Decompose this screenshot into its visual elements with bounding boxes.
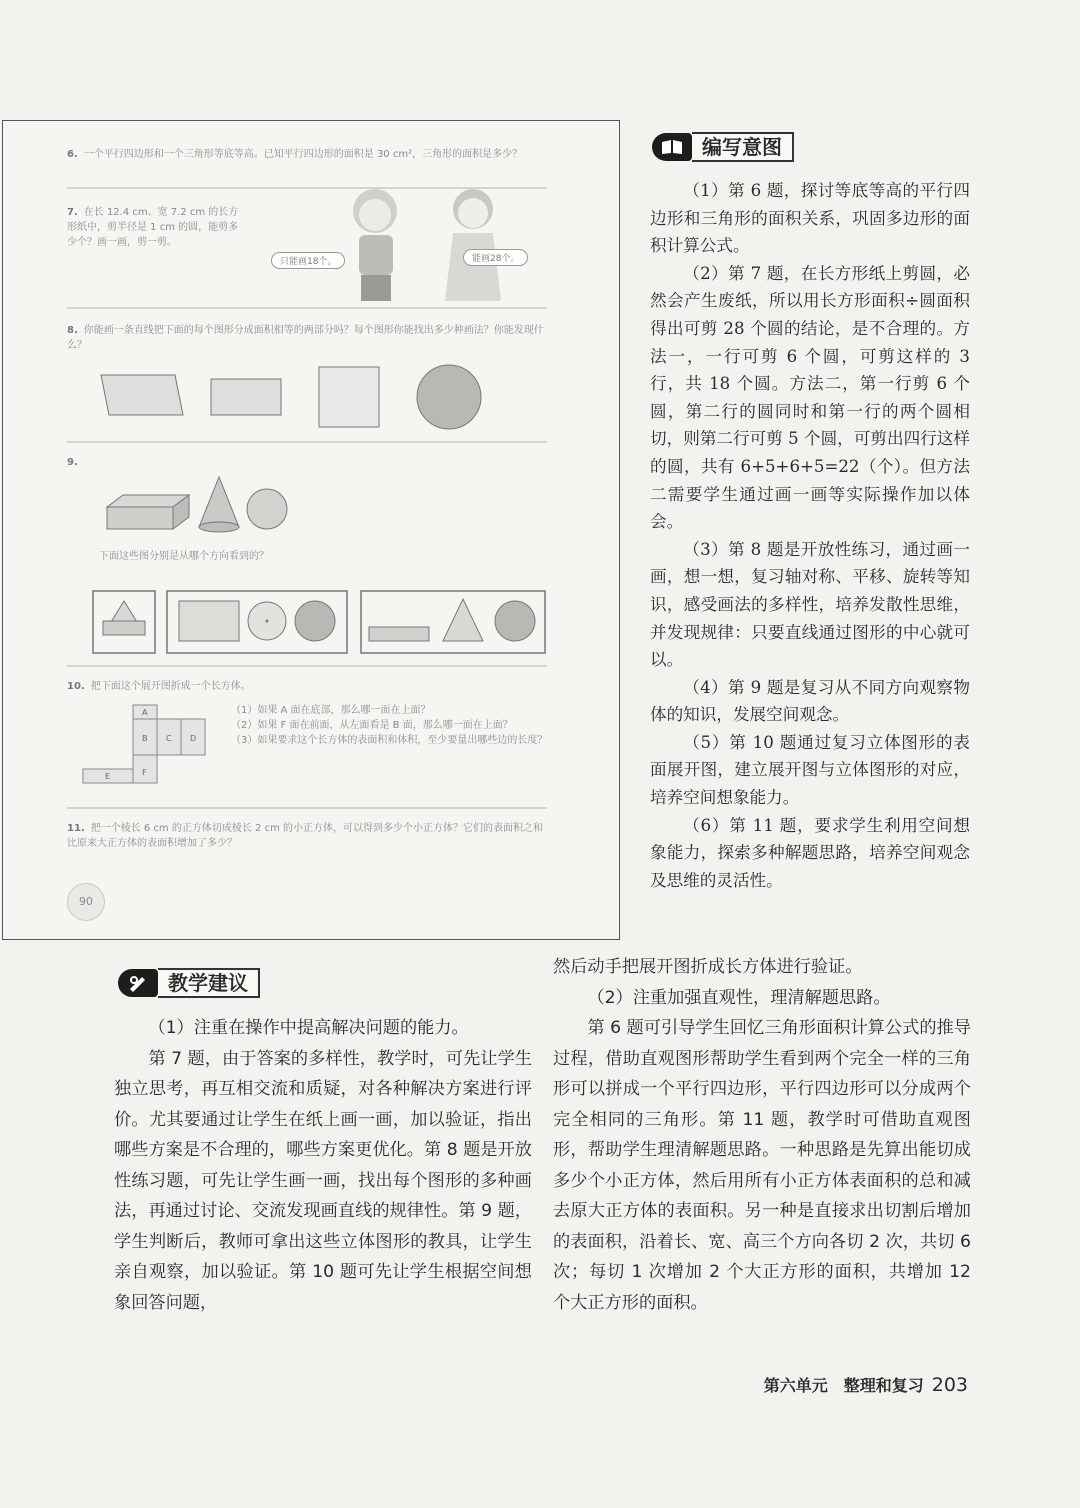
advice-continuation: 然后动手把展开图折成长方体进行验证。 xyxy=(553,957,863,977)
textbook-page-image xyxy=(2,120,620,940)
svg-text:D: D xyxy=(190,734,197,743)
question-10-subs: （1）如果 A 面在底部，那么哪一面在上面？ （2）如果 F 面在前面，从左面看是 B 面，那么哪一面在上面？ （3）如果要求这个长方体的表面积和体积，至少要量出哪些边的长度？ xyxy=(231,705,548,746)
two-girls-illustration xyxy=(333,181,553,311)
advice-title: 教学建议 xyxy=(158,968,260,998)
question-9-number: 9. xyxy=(67,457,78,468)
intent-paragraph: （4）第 9 题是复习从不同方向观察物体的知识，发展空间观念。 xyxy=(650,677,970,725)
intent-paragraph: （6）第 11 题，要求学生利用空间想象能力，探索多种解题思路，培养空间观念及思维的灵活性。 xyxy=(650,815,970,890)
chapter-label: 第六单元 整理和复习 xyxy=(763,1376,924,1395)
divider xyxy=(67,665,547,667)
svg-text:A: A xyxy=(142,708,148,717)
question-6: 6. 一个平行四边形和一个三角形等底等高。已知平行四边形的面积是 30 cm²，三角形的面积是多少？ xyxy=(67,149,523,160)
intent-header xyxy=(652,132,794,162)
intent-paragraph: （3）第 8 题是开放性练习，通过画一画，想一想，复习轴对称、平移、旋转等知识，感受画法的多样性，培养发散性思维，并发现规律：只要直线通过图形的中心就可以。 xyxy=(650,539,970,670)
svg-text:C: C xyxy=(166,734,172,743)
divider xyxy=(67,441,547,443)
advice-paragraph: 第 6 题可引导学生回忆三角形面积计算公式的推导过程，借助直观图形帮助学生看到两个完全一样的三角形可以拼成一个平行四边形，平行四边形可以分成两个完全相同的三角形。第 11 题，教学时可借助直观图形，帮助学生理清解题思路。一种思路是先算出能切成多少个小正方体，然后用所有小正方体表面积的总和减去原大正方体的表面积。另一种是直接求出切割后增加的表面积，沿着长、宽、高三个方向各切 2 次，共切 6 次；每切 1 次增加 2 个大正方形的面积，共增加 12 个大正方形的面积。 xyxy=(553,1018,971,1313)
q8-shapes xyxy=(93,361,493,431)
intent-notes xyxy=(650,177,970,894)
svg-text:B: B xyxy=(142,734,148,743)
question-8: 8. 你能画一条直线把下面的每个图形分成面积相等的两部分吗？每个图形你能找出多少种画法？你能发现什么？ xyxy=(67,325,544,351)
question-11: 11. 把一个棱长 6 cm 的正方体切成棱长 2 cm 的小正方体，可以得到多少个小正方体？它们的表面积之和比原来大正方体的表面积增加了多少？ xyxy=(67,823,543,849)
advice-left-column xyxy=(114,1013,532,1318)
intent-paragraph: （5）第 10 题通过复习立体图形的表面展开图，建立展开图与立体图形的对应，培养空间想象能力。 xyxy=(650,732,970,808)
advice-paragraph: （1）注重在操作中提高解决问题的能力。 xyxy=(148,1018,469,1038)
intent-paragraph: （1）第 6 题，探讨等底等高的平行四边形和三角形的面积关系，巩固多边形的面积计算公式。 xyxy=(650,181,970,256)
advice-header xyxy=(118,968,260,998)
svg-text:E: E xyxy=(105,772,111,781)
cuboid-net xyxy=(81,703,211,789)
textbook-page-number: 90 xyxy=(67,883,105,921)
intent-paragraph: （2）第 7 题，在长方形纸上剪圆，必然会产生废纸，所以用长方形面积÷圆面积得出可剪 28 个圆的结论，是不合理的。方法一，一行可剪 6 个圆，可剪这样的 3 行，共 18 个圆。方法二，第一行剪 6 个圆，第二行的圆同时和第一行的两个圆相切，则第二行可剪 5 个圆，可剪出四行这样的圆，共有 6+5+6+5=22（个）。但方法二需要学生通过画一画等实际操作加以体会。 xyxy=(650,263,970,532)
q9-views xyxy=(91,585,551,657)
question-7: 7. 在长 12.4 cm、宽 7.2 cm 的长方形纸中，剪半径是 1 cm 的圆，能剪多少个？画一画，剪一剪。 xyxy=(67,207,239,248)
page-footer xyxy=(764,1373,968,1396)
intent-title: 编写意图 xyxy=(692,132,794,162)
advice-paragraph: 第 7 题，由于答案的多样性，教学时，可先让学生独立思考，再互相交流和质疑，对各种解决方案进行评价。尤其要通过让学生在纸上画一画，加以验证，指出哪些方案是不合理的，哪些方案更优化。第 8 题是开放性练习题，可先让学生画一画，找出每个图形的多种画法，再通过讨论、交流发现画直线的规律性。第 9 题，学生判断后，教师可拿出这些立体图形的教具，让学生亲自观察，加以验证。第 10 题可先让学生根据空间想象回答问题， xyxy=(114,1048,532,1313)
q9-solids xyxy=(103,473,303,539)
divider xyxy=(67,807,547,809)
advice-right-column xyxy=(553,952,971,1318)
page-number: 203 xyxy=(931,1374,968,1396)
svg-text:F: F xyxy=(142,768,147,777)
advice-paragraph: （2）注重加强直观性，理清解题思路。 xyxy=(587,987,891,1008)
speech-bubble-right: 能画28个。 xyxy=(463,249,528,266)
pen-hand-icon xyxy=(118,969,158,997)
question-10: 10. 把下面这个展开图折成一个长方体。 xyxy=(67,681,251,692)
divider xyxy=(67,307,547,309)
speech-bubble-left: 只能画18个。 xyxy=(271,252,345,269)
question-9: 下面这些图分别是从哪个方向看到的？ xyxy=(99,551,269,562)
book-icon xyxy=(652,133,692,161)
